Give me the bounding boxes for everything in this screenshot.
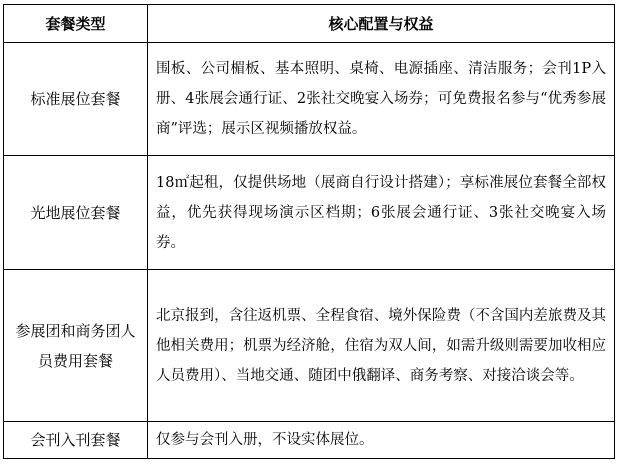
- package-desc-cell: 仅参与会刊入册，不设实体展位。: [148, 422, 615, 459]
- table-row: [4, 422, 615, 459]
- package-table: [3, 4, 615, 459]
- package-type-cell: [4, 270, 148, 422]
- header-core-config: 核心配置与权益: [148, 5, 615, 43]
- package-type-label: 参展团和商务团人员费用套餐: [15, 321, 136, 370]
- table-header-row: [4, 5, 615, 43]
- package-desc-cell: 北京报到，含往返机票、全程食宿、境外保险费（不含国内差旅费及其他相关费用；机票为经济舱，住宿为双人间，如需升级则需要加收相应人员费用）、当地交通、随团中俄翻译、商务考察、对接洽谈会等。: [148, 270, 615, 422]
- table-row: [4, 156, 615, 270]
- package-desc-cell: 围板、公司楣板、基本照明、桌椅、电源插座、清洁服务；会刊1P入册、4张展会通行证、2张社交晚宴入场券；可免费报名参与“优秀参展商”评选；展示区视频播放权益。: [148, 43, 615, 156]
- header-package-type: 套餐类型: [4, 5, 148, 43]
- package-type-label: 光地展位套餐: [30, 203, 121, 222]
- package-type-label: 会刊入刊套餐: [30, 431, 121, 449]
- package-type-cell: [4, 422, 148, 459]
- package-type-label: 标准展位套餐: [30, 90, 121, 108]
- package-type-cell: [4, 156, 148, 270]
- table-row: [4, 43, 615, 156]
- package-type-cell: [4, 43, 148, 156]
- package-desc-cell: 18㎡起租，仅提供场地（展商自行设计搭建）；享标准展位套餐全部权益，优先获得现场演示区档期；6张展会通行证、3张社交晚宴入场券。: [148, 156, 615, 270]
- table-row: [4, 270, 615, 422]
